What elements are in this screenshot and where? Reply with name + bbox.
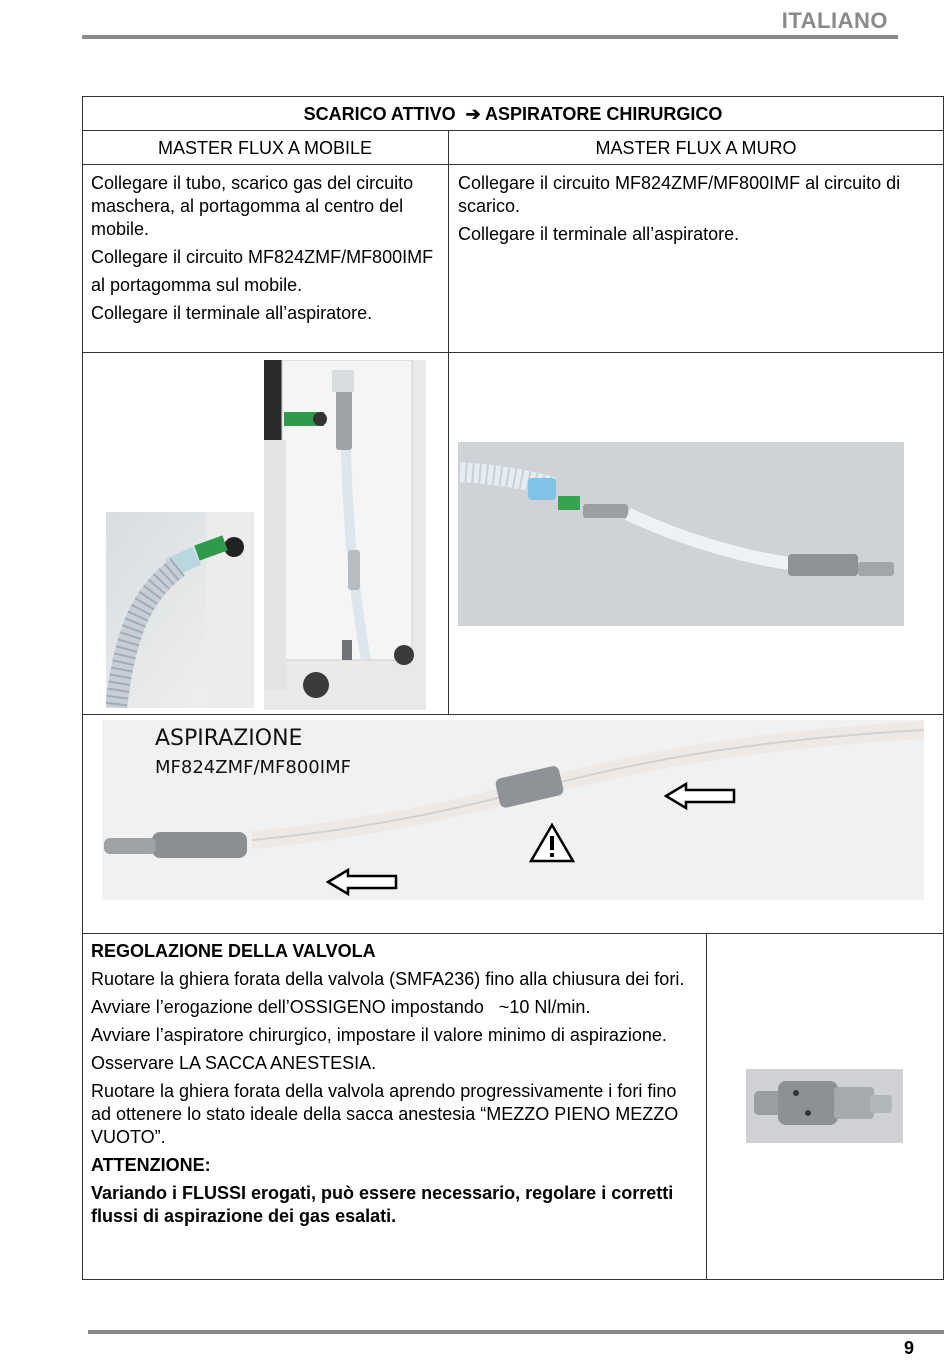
photo-valve xyxy=(746,1069,903,1143)
section-title: SCARICO ATTIVO ➔ ASPIRATORE CHIRURGICO xyxy=(303,104,723,124)
paragraph: Osservare LA SACCA ANESTESIA. xyxy=(91,1053,377,1073)
column-header-wall: MASTER FLUX A MURO xyxy=(595,138,797,158)
photo-mobile-unit xyxy=(264,360,426,710)
aspiration-label: ASPIRAZIONE xyxy=(155,726,303,751)
paragraph: Collegare il terminale all’aspiratore. xyxy=(91,303,373,323)
divider xyxy=(82,130,944,131)
paragraph: Collegare il circuito MF824ZMF/MF800IMF xyxy=(91,247,434,267)
paragraph: Collegare il circuito MF824ZMF/MF800IMF al circuito di scarico. xyxy=(458,173,901,216)
warning-title: ATTENZIONE: xyxy=(91,1155,211,1175)
aspiration-code: MF824ZMF/MF800IMF xyxy=(155,757,351,778)
instructions-wall xyxy=(458,172,940,251)
photo-aspiration-circuit xyxy=(102,720,924,900)
valve-instructions xyxy=(91,940,699,1233)
divider xyxy=(82,164,944,165)
divider xyxy=(82,714,944,715)
warning-icon xyxy=(528,822,576,864)
paragraph: Ruotare la ghiera forata della valvola (SMFA236) fino alla chiusura dei fori. xyxy=(91,969,685,989)
header-rule xyxy=(82,35,898,39)
divider xyxy=(82,352,944,353)
paragraph: Ruotare la ghiera forata della valvola aprendo progressivamente i fori fino ad ottenere lo stato ideale della sacca anestesia “MEZZO PIENO MEZZO VUOTO”. xyxy=(91,1081,679,1147)
divider xyxy=(448,130,449,714)
instructions-mobile xyxy=(91,172,441,330)
column-header-mobile: MASTER FLUX A MOBILE xyxy=(157,138,373,158)
photo-wall-circuit xyxy=(458,442,904,626)
language-label: ITALIANO xyxy=(781,8,888,33)
photo-mobile-connection xyxy=(106,512,254,708)
paragraph: Avviare l’aspiratore chirurgico, impostare il valore minimo di aspirazione. xyxy=(91,1025,667,1045)
paragraph: Collegare il terminale all’aspiratore. xyxy=(458,224,740,244)
flow-arrow-left-icon xyxy=(326,868,398,896)
valve-section-title: REGOLAZIONE DELLA VALVOLA xyxy=(91,941,376,961)
flow-arrow-left-icon xyxy=(664,782,736,810)
page-number: 9 xyxy=(903,1338,914,1358)
paragraph: Collegare il tubo, scarico gas del circuito maschera, al portagomma al centro del mobile. xyxy=(91,173,414,239)
paragraph: al portagomma sul mobile. xyxy=(91,275,303,295)
warning-text: Variando i FLUSSI erogati, può essere necessario, regolare i corretti flussi di aspirazione dei gas esalati. xyxy=(91,1183,674,1226)
divider xyxy=(706,933,707,1280)
paragraph: Avviare l’erogazione dell’OSSIGENO impostando ~10 Nl/min. xyxy=(91,997,591,1017)
footer-rule xyxy=(88,1330,944,1334)
